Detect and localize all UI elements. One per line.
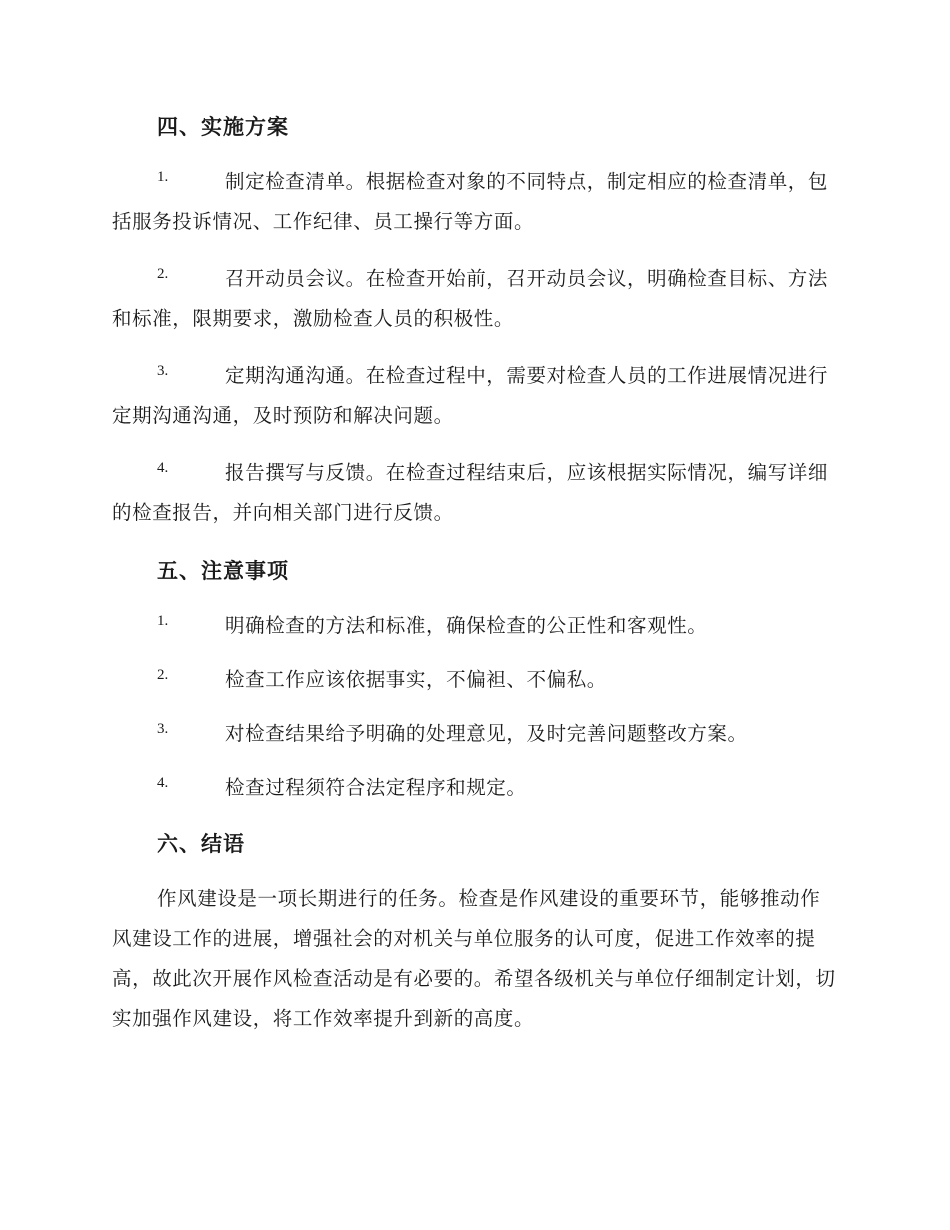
list-item [112, 453, 836, 533]
list-item-text: 制定检查清单。根据检查对象的不同特点，制定相应的检查清单，包括服务投诉情况、工作纪律、员工操行等方面。 [112, 170, 829, 233]
list-number: 3. [157, 721, 169, 737]
list-item-text: 召开动员会议。在检查开始前，召开动员会议，明确检查目标、方法和标准，限期要求，激励检查人员的积极性。 [112, 267, 829, 330]
list-item-text: 定期沟通沟通。在检查过程中，需要对检查人员的工作进展情况进行定期沟通沟通，及时预防和解决问题。 [112, 364, 829, 427]
list-item [112, 714, 836, 754]
list-item [112, 356, 836, 436]
list-item-text: 检查工作应该依据事实，不偏袒、不偏私。 [225, 668, 607, 691]
list-item [112, 162, 836, 242]
section-heading-conclusion: 六、结语 [157, 831, 245, 856]
list-number: 2. [157, 266, 169, 282]
section-heading-implementation: 四、实施方案 [157, 114, 289, 139]
list-number: 4. [157, 775, 169, 791]
list-item [112, 768, 836, 808]
list-item-text: 明确检查的方法和标准，确保检查的公正性和客观性。 [225, 614, 708, 637]
conclusion-paragraph: 作风建设是一项长期进行的任务。检查是作风建设的重要环节，能够推动作风建设工作的进展，增强社会的对机关与单位服务的认可度，促进工作效率的提高，故此次开展作风检查活动是有必要的。希望各级机关与单位仔细制定计划，切实加强作风建设，将工作效率提升到新的高度。 [112, 887, 836, 1030]
list-item [112, 606, 836, 646]
list-number: 1. [157, 613, 169, 629]
list-number: 4. [157, 460, 169, 476]
list-number: 2. [157, 667, 169, 683]
section-heading-notes: 五、注意事项 [157, 558, 289, 583]
list-item-text: 检查过程须符合法定程序和规定。 [225, 776, 527, 799]
list-item-text: 报告撰写与反馈。在检查过程结束后，应该根据实际情况，编写详细的检查报告，并向相关部门进行反馈。 [112, 461, 829, 524]
list-number: 3. [157, 363, 169, 379]
list-number: 1. [157, 169, 169, 185]
list-item-text: 对检查结果给予明确的处理意见，及时完善问题整改方案。 [225, 722, 748, 745]
list-item [112, 259, 836, 339]
list-item [112, 660, 836, 700]
